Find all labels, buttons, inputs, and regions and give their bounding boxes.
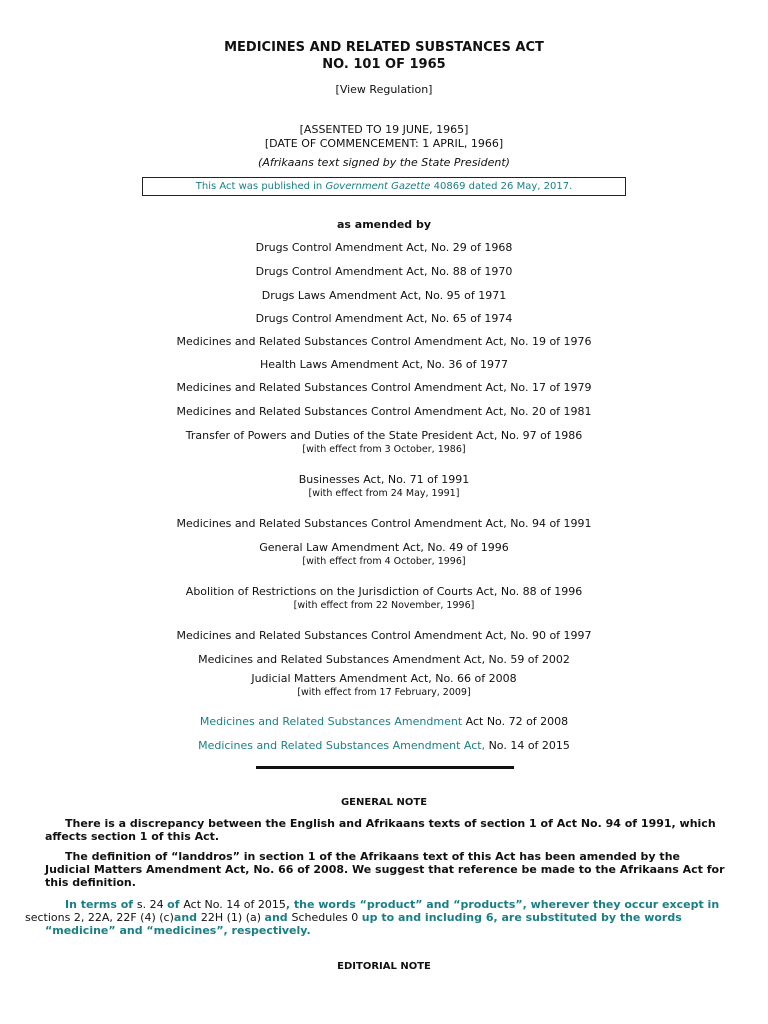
amendment-item	[0, 517, 768, 531]
amendment-text: Medicines and Related Substances Control Amendment Act, No. 17 of 1979	[176, 381, 592, 394]
amendment-text: Medicines and Related Substances Amendment Act, No. 59 of 2002	[198, 653, 570, 666]
para3-part: , the words “product” and “products”, wherever they occur except in	[285, 898, 720, 911]
amendment-link[interactable]: Medicines and Related Substances Amendment	[199, 715, 466, 728]
view-regulation-link[interactable]: [View Regulation]	[335, 83, 433, 96]
amendment-item	[0, 265, 768, 279]
amendment-text: Businesses Act, No. 71 of 1991	[298, 473, 470, 486]
amendment-text: Medicines and Related Substances Control Amendment Act, No. 94 of 1991	[176, 517, 592, 530]
amendment-item	[0, 358, 768, 372]
section-divider	[256, 766, 514, 769]
amendment-item	[0, 473, 768, 500]
amendment-text: Transfer of Powers and Duties of the State President Act, No. 97 of 1986	[185, 429, 583, 442]
amendment-effect: [with effect from 24 May, 1991]	[308, 488, 460, 499]
assented-date: [ASSENTED TO 19 JUNE, 1965]	[299, 123, 469, 136]
general-note-paragraph-1: There is a discrepancy between the English and Afrikaans texts of section 1 of Act No. 94 of 1991, which affects section 1 of this Act.	[45, 817, 716, 843]
amendment-item	[0, 405, 768, 419]
act-title-line1: MEDICINES AND RELATED SUBSTANCES ACT	[224, 40, 544, 55]
amendment-link[interactable]: Medicines and Related Substances Amendment Act,	[198, 739, 489, 752]
amendment-text: Judicial Matters Amendment Act, No. 66 of 2008	[251, 672, 517, 685]
amendment-item	[0, 653, 768, 667]
amendment-item	[0, 541, 768, 568]
amendment-item	[0, 739, 768, 753]
amendment-item	[0, 672, 768, 699]
amendment-text: Drugs Laws Amendment Act, No. 95 of 1971	[261, 289, 507, 302]
general-note-paragraph-2: The definition of “landdros” in section 1 of the Afrikaans text of this Act has been amended by the Judicial Matters Amendment Act, No. 66 of 2008. We suggest that reference be made to the Afrikaans Act for this definition.	[45, 850, 725, 889]
para3-part: Schedules 0	[291, 911, 362, 924]
amendment-text: Abolition of Restrictions on the Jurisdiction of Courts Act, No. 88 of 1996	[185, 585, 583, 598]
amended-by-heading: as amended by	[336, 218, 432, 231]
para3-part: sections 2, 22A, 22F (4) (c)	[25, 911, 174, 924]
amendment-text: Medicines and Related Substances Control Amendment Act, No. 19 of 1976	[176, 335, 592, 348]
signed-note: (Afrikaans text signed by the State President)	[258, 156, 510, 169]
amendment-text: Drugs Control Amendment Act, No. 88 of 1970	[255, 265, 513, 278]
amendment-text: General Law Amendment Act, No. 49 of 1996	[259, 541, 509, 554]
gazette-text-before: This Act was published in	[195, 181, 326, 192]
general-note-heading: GENERAL NOTE	[340, 797, 428, 808]
act-title-line2: NO. 101 OF 1965	[322, 57, 446, 72]
amendment-effect: [with effect from 17 February, 2009]	[297, 687, 471, 698]
general-note-paragraph-3	[25, 898, 725, 937]
amendment-item	[0, 429, 768, 456]
amendment-text: Drugs Control Amendment Act, No. 65 of 1974	[255, 312, 513, 325]
amendment-item	[0, 312, 768, 326]
amendment-item	[0, 585, 768, 612]
assent-block	[0, 123, 768, 151]
editorial-note-heading: EDITORIAL NOTE	[337, 961, 431, 972]
amendment-text: Medicines and Related Substances Control Amendment Act, No. 20 of 1981	[176, 405, 592, 418]
amendment-item	[0, 715, 768, 729]
amendment-item	[0, 335, 768, 349]
gazette-text-after: 40869 dated 26 May, 2017.	[430, 181, 573, 192]
para3-part: and	[173, 911, 201, 924]
para3-part: Act No. 14 of 2015	[183, 898, 286, 911]
amendment-text: Medicines and Related Substances Control Amendment Act, No. 90 of 1997	[176, 629, 592, 642]
gazette-notice	[142, 177, 626, 196]
amendment-effect: [with effect from 3 October, 1986]	[302, 444, 466, 455]
amendment-item	[0, 381, 768, 395]
amendment-item	[0, 629, 768, 643]
para3-part: and	[264, 911, 292, 924]
para3-part: s. 24	[136, 898, 168, 911]
amendment-item	[0, 241, 768, 255]
para3-part: of	[167, 898, 184, 911]
amendment-text: Drugs Control Amendment Act, No. 29 of 1968	[255, 241, 513, 254]
act-title	[0, 39, 768, 73]
commencement-date: [DATE OF COMMENCEMENT: 1 APRIL, 1966]	[264, 137, 504, 150]
amendment-text: No. 14 of 2015	[488, 739, 570, 752]
para3-part: In terms of	[65, 898, 137, 911]
gazette-name: Government Gazette	[325, 181, 431, 192]
amendment-effect: [with effect from 22 November, 1996]	[293, 600, 475, 611]
amendment-item	[0, 289, 768, 303]
amendment-text: Health Laws Amendment Act, No. 36 of 1977	[260, 358, 508, 371]
para3-part: up to and including 6, are substituted by the words “medicine” and “medicines”, respectively.	[45, 911, 682, 937]
amendment-effect: [with effect from 4 October, 1996]	[302, 556, 466, 567]
para3-part: 22H (1) (a)	[200, 911, 265, 924]
amendment-text: Act No. 72 of 2008	[465, 715, 569, 728]
